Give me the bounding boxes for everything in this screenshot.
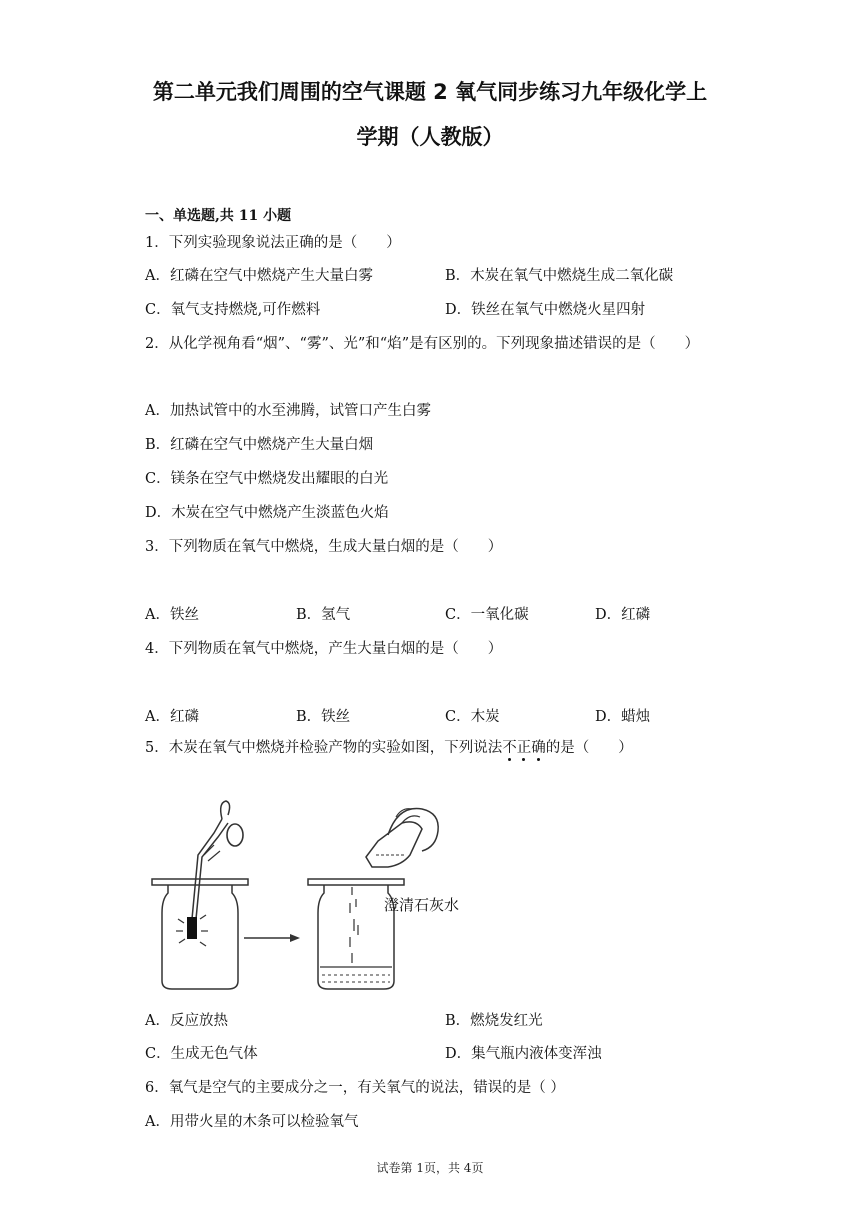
q5-stem <box>145 736 633 757</box>
q1-option-d: D．铁丝在氧气中燃烧火星四射 <box>445 302 646 318</box>
q5-emphasis-char-1: 不 <box>502 740 517 756</box>
page-footer: 试卷第 1页，共 4页 <box>376 1161 484 1175</box>
q2-option-a: A．加热试管中的水至沸腾，试管口产生白雾 <box>145 403 431 419</box>
q4-stem: 4．下列物质在氧气中燃烧，产生大量白烟的是（ ） <box>145 641 503 657</box>
q3-option-c: C．一氧化碳 <box>445 607 529 623</box>
q4-option-b: B．铁丝 <box>296 709 351 725</box>
q5-emphasis-char-3: 确 <box>531 740 546 756</box>
section-heading: 一、单选题,共 11 小题 <box>145 208 292 224</box>
q6-stem: 6．氧气是空气的主要成分之一，有关氧气的说法，错误的是（ ） <box>145 1080 565 1096</box>
q1-option-c: C．氧气支持燃烧,可作燃料 <box>145 302 321 318</box>
q1-option-b: B．木炭在氧气中燃烧生成二氧化碳 <box>445 268 674 284</box>
q1-option-a: A．红磷在空气中燃烧产生大量白雾 <box>145 268 373 284</box>
q5-emphasis-char-2: 正 <box>516 740 532 756</box>
q4-option-c: C．木炭 <box>445 709 500 725</box>
q5-option-c: C．生成无色气体 <box>145 1046 258 1062</box>
q5-figure-label: 澄清石灰水 <box>384 896 460 914</box>
q3-option-a: A．铁丝 <box>145 607 199 623</box>
q2-option-d: D．木炭在空气中燃烧产生淡蓝色火焰 <box>145 505 389 521</box>
document-title-line-2: 学期（人教版） <box>356 125 504 149</box>
q3-option-b: B．氢气 <box>296 607 351 623</box>
document-title-line-1: 第二单元我们周围的空气课题 2 氧气同步练习九年级化学上 <box>152 80 708 104</box>
q5-option-b: B．燃烧发红光 <box>445 1013 543 1029</box>
q5-experiment-figure <box>140 795 500 1005</box>
q3-stem: 3．下列物质在氧气中燃烧，生成大量白烟的是（ ） <box>145 539 503 555</box>
q2-option-c: C．镁条在空气中燃烧发出耀眼的白光 <box>145 471 389 487</box>
q4-option-a: A．红磷 <box>145 709 199 725</box>
q3-option-d: D．红磷 <box>595 607 651 623</box>
q4-option-d: D．蜡烛 <box>595 709 651 725</box>
q5-option-d: D．集气瓶内液体变浑浊 <box>445 1046 602 1062</box>
q6-option-a: A．用带火星的木条可以检验氧气 <box>145 1114 359 1130</box>
q2-stem: 2．从化学视角看“烟”、“雾”、光”和“焰”是有区别的。下列现象描述错误的是（ ） <box>145 336 700 352</box>
q5-stem-end: 的是（ ） <box>545 740 633 756</box>
q5-stem-start: 5．木炭在氧气中燃烧并检验产物的实验如图，下列说法 <box>145 740 503 756</box>
q2-option-b: B．红磷在空气中燃烧产生大量白烟 <box>145 437 374 453</box>
q1-stem: 1．下列实验现象说法正确的是（ ） <box>145 235 401 251</box>
q5-option-a: A．反应放热 <box>145 1013 228 1029</box>
